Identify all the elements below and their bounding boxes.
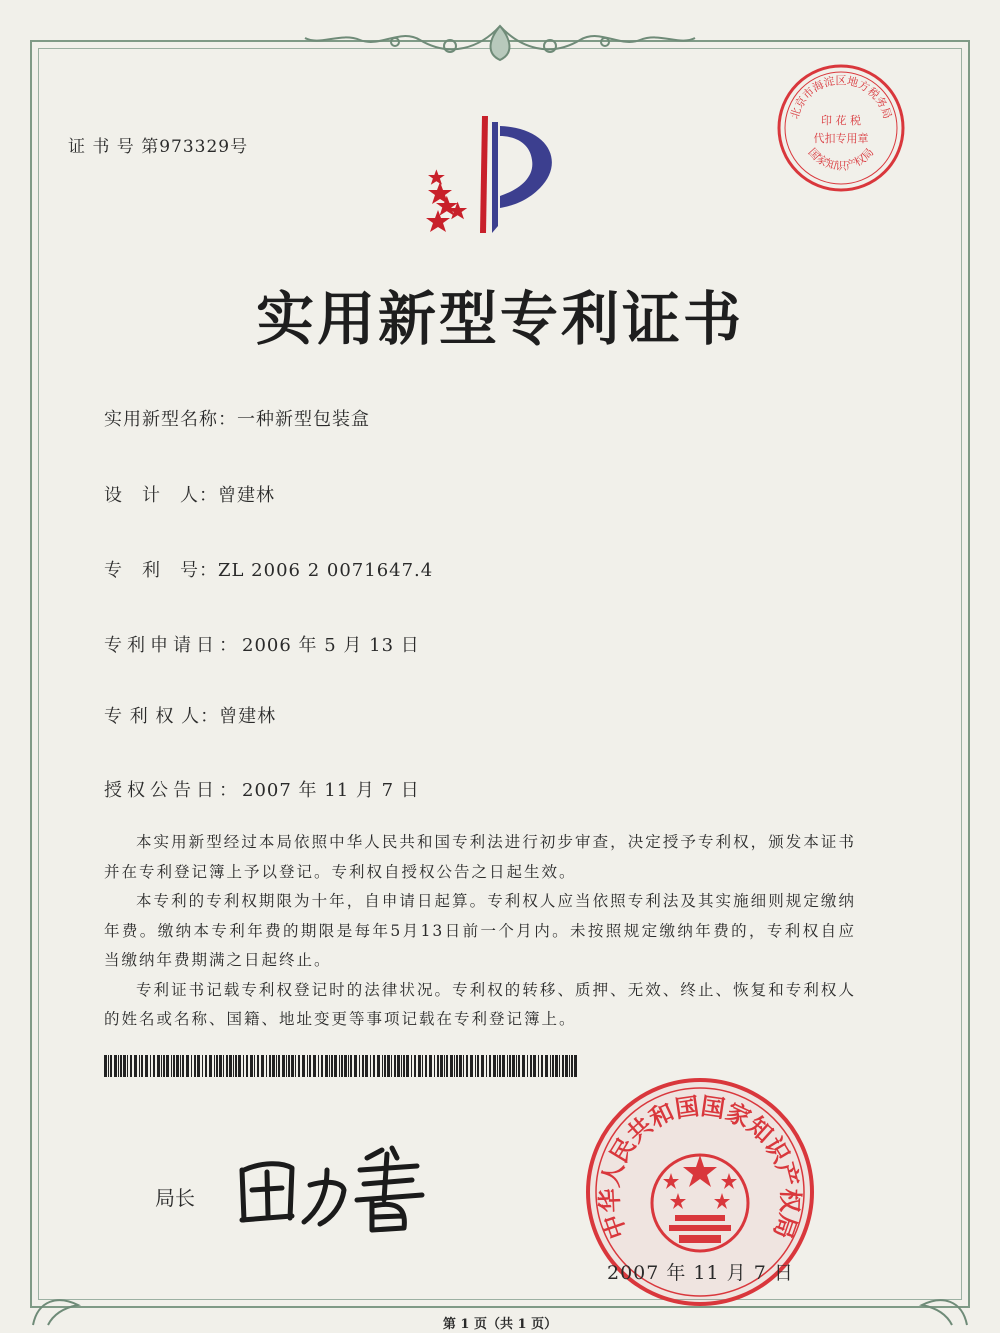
barcode-icon — [104, 1055, 578, 1077]
barcode-bar — [276, 1055, 277, 1077]
field-label: 实用新型名称： — [104, 409, 237, 430]
barcode-bar — [134, 1055, 137, 1077]
barcode-bar — [235, 1055, 237, 1077]
barcode-bar — [104, 1055, 107, 1077]
svg-text:中华人民共和国国家知识产权局: 中华人民共和国国家知识产权局 — [594, 1091, 806, 1243]
barcode-bar — [266, 1055, 267, 1077]
barcode-bar — [533, 1055, 536, 1077]
barcode-bar — [446, 1055, 448, 1077]
barcode-bar — [118, 1055, 119, 1077]
barcode-bar — [313, 1055, 316, 1077]
barcode-bar — [538, 1055, 539, 1077]
field-label: 专 利 权 人： — [104, 706, 220, 727]
barcode-bar — [466, 1055, 468, 1077]
barcode-bar — [254, 1055, 255, 1077]
certificate-number — [68, 132, 248, 157]
barcode-bar — [180, 1055, 181, 1077]
barcode-bar — [291, 1055, 294, 1077]
barcode-bar — [139, 1055, 140, 1077]
top-ornament-icon — [300, 18, 700, 68]
barcode-bar — [191, 1055, 192, 1077]
barcode-bar — [216, 1055, 218, 1077]
barcode-bar — [489, 1055, 491, 1077]
barcode-bar — [456, 1055, 458, 1077]
barcode-bar — [219, 1055, 222, 1077]
field-value: 一种新型包装盒 — [237, 409, 370, 430]
barcode-bar — [209, 1055, 212, 1077]
barcode-bar — [321, 1055, 323, 1077]
field-label: 专 利 号： — [104, 560, 218, 581]
barcode-bar — [173, 1055, 175, 1077]
barcode-bar — [114, 1055, 117, 1077]
barcode-bar — [475, 1055, 476, 1077]
field-patentee — [104, 702, 276, 728]
barcode-bar — [261, 1055, 264, 1077]
field-value: 曾建林 — [218, 485, 275, 506]
barcode-bar — [569, 1055, 570, 1077]
svg-text:国家知识产权局: 国家知识产权局 — [805, 145, 877, 173]
barcode-bar — [481, 1055, 484, 1077]
barcode-bar — [163, 1055, 165, 1077]
barcode-bar — [278, 1055, 280, 1077]
barcode-bar — [214, 1055, 215, 1077]
barcode-bar — [309, 1055, 311, 1077]
barcode-bar — [325, 1055, 328, 1077]
svg-text:印 花 税: 印 花 税 — [821, 114, 861, 127]
barcode-bar — [394, 1055, 396, 1077]
barcode-bar — [348, 1055, 349, 1077]
paragraph: 专利证书记载专利权登记时的法律状况。专利权的转移、质押、无效、终止、恢复和专利权人的姓名或名称、国籍、地址变更等事项记载在专利登记簿上。 — [104, 980, 856, 1028]
barcode-bar — [223, 1055, 224, 1077]
barcode-bar — [243, 1055, 244, 1077]
certificate-number-value: 第973329号 — [141, 137, 249, 157]
barcode-bar — [470, 1055, 473, 1077]
field-announcement-date — [104, 776, 420, 802]
barcode-bar — [282, 1055, 285, 1077]
barcode-bar — [507, 1055, 508, 1077]
barcode-bar — [450, 1055, 453, 1077]
barcode-bar — [522, 1055, 525, 1077]
barcode-bar — [238, 1055, 241, 1077]
barcode-bar — [110, 1055, 112, 1077]
barcode-bar — [559, 1055, 560, 1077]
barcode-bar — [406, 1055, 409, 1077]
barcode-bar — [194, 1055, 196, 1077]
barcode-bar — [493, 1055, 496, 1077]
barcode-bar — [127, 1055, 128, 1077]
barcode-bar — [182, 1055, 184, 1077]
barcode-bar — [370, 1055, 371, 1077]
barcode-bar — [272, 1055, 275, 1077]
barcode-bar — [477, 1055, 479, 1077]
barcode-bar — [331, 1055, 333, 1077]
barcode-bar — [250, 1055, 253, 1077]
body-text — [104, 828, 856, 1035]
barcode-bar — [377, 1055, 380, 1077]
barcode-bar — [454, 1055, 455, 1077]
barcode-bar — [518, 1055, 520, 1077]
barcode-bar — [574, 1055, 577, 1077]
barcode-bar — [527, 1055, 528, 1077]
barcode-bar — [463, 1055, 464, 1077]
barcode-bar — [295, 1055, 296, 1077]
barcode-bar — [123, 1055, 126, 1077]
barcode-bar — [516, 1055, 517, 1077]
barcode-bar — [550, 1055, 551, 1077]
barcode-bar — [341, 1055, 343, 1077]
barcode-bar — [497, 1055, 498, 1077]
barcode-bar — [157, 1055, 160, 1077]
barcode-bar — [512, 1055, 515, 1077]
barcode-bar — [205, 1055, 207, 1077]
barcode-bar — [197, 1055, 200, 1077]
barcode-bar — [145, 1055, 148, 1077]
barcode-bar — [418, 1055, 421, 1077]
field-label: 授权公告日： — [104, 780, 242, 801]
barcode-bar — [530, 1055, 532, 1077]
barcode-bar — [440, 1055, 443, 1077]
barcode-bar — [171, 1055, 172, 1077]
barcode-bar — [120, 1055, 122, 1077]
barcode-bar — [186, 1055, 189, 1077]
barcode-bar — [161, 1055, 162, 1077]
barcode-bar — [459, 1055, 462, 1077]
barcode-bar — [150, 1055, 151, 1077]
barcode-bar — [397, 1055, 400, 1077]
barcode-bar — [382, 1055, 383, 1077]
barcode-bar — [437, 1055, 439, 1077]
barcode-bar — [414, 1055, 416, 1077]
barcode-bar — [318, 1055, 319, 1077]
barcode-bar — [298, 1055, 300, 1077]
barcode-bar — [334, 1055, 337, 1077]
barcode-bar — [286, 1055, 287, 1077]
barcode-bar — [499, 1055, 501, 1077]
barcode-bar — [302, 1055, 305, 1077]
barcode-bar — [176, 1055, 179, 1077]
barcode-bar — [359, 1055, 360, 1077]
barcode-bar — [425, 1055, 427, 1077]
barcode-bar — [411, 1055, 412, 1077]
field-application-date — [104, 631, 420, 657]
barcode-bar — [555, 1055, 558, 1077]
barcode-bar — [429, 1055, 432, 1077]
director-label: 局长 — [155, 1186, 195, 1210]
barcode-bar — [391, 1055, 392, 1077]
barcode-bar — [269, 1055, 271, 1077]
patent-office-logo-icon — [400, 108, 570, 243]
barcode-bar — [509, 1055, 511, 1077]
barcode-bar — [226, 1055, 228, 1077]
field-value: ZL 2006 2 0071647.4 — [218, 560, 434, 581]
barcode-bar — [571, 1055, 573, 1077]
paragraph: 本专利的专利权期限为十年，自申请日起算。专利权人应当依照专利法及其实施细则规定缴纳年费。缴纳本专利年费的期限是每年5月13日前一个月内。未按照规定缴纳年费的，专利权自应当缴纳年费期满之日起终止。 — [104, 892, 856, 969]
barcode-bar — [307, 1055, 308, 1077]
barcode-bar — [229, 1055, 232, 1077]
barcode-bar — [422, 1055, 423, 1077]
barcode-bar — [541, 1055, 543, 1077]
field-value: 2007 年 11 月 7 日 — [242, 780, 420, 801]
barcode-bar — [545, 1055, 548, 1077]
page-title: 实用新型专利证书 — [255, 285, 744, 353]
director-signature — [232, 1140, 432, 1235]
barcode-bar — [350, 1055, 352, 1077]
barcode-bar — [365, 1055, 368, 1077]
issue-date: 2007 年 11 月 7 日 — [607, 1262, 794, 1284]
barcode-bar — [153, 1055, 155, 1077]
barcode-bar — [166, 1055, 169, 1077]
barcode-bar — [141, 1055, 143, 1077]
barcode-bar — [486, 1055, 487, 1077]
field-label: 专利申请日： — [104, 635, 242, 656]
barcode-bar — [362, 1055, 364, 1077]
barcode-bar — [202, 1055, 203, 1077]
barcode-bar — [288, 1055, 290, 1077]
barcode-bar — [403, 1055, 405, 1077]
barcode-bar — [233, 1055, 234, 1077]
barcode-bar — [108, 1055, 109, 1077]
barcode-bar — [401, 1055, 402, 1077]
barcode-bar — [552, 1055, 554, 1077]
barcode-bar — [339, 1055, 340, 1077]
barcode-bar — [384, 1055, 386, 1077]
field-designer — [104, 481, 275, 507]
barcode-bar — [130, 1055, 132, 1077]
barcode-bar — [502, 1055, 505, 1077]
page-number: 第 1 页（共 1 页） — [442, 1317, 558, 1332]
svg-text:北京市海淀区地方税务局: 北京市海淀区地方税务局 — [787, 74, 895, 121]
barcode-bar — [444, 1055, 445, 1077]
field-patent-number — [104, 556, 433, 582]
tax-stamp-icon — [775, 62, 907, 194]
certificate-number-label: 证 书 号 — [68, 137, 135, 157]
barcode-bar — [565, 1055, 568, 1077]
barcode-bar — [344, 1055, 347, 1077]
field-value: 2006 年 5 月 13 日 — [242, 635, 420, 656]
field-label: 设 计 人： — [104, 485, 218, 506]
barcode-bar — [387, 1055, 390, 1077]
paragraph: 本实用新型经过本局依照中华人民共和国专利法进行初步审查，决定授予专利权，颁发本证书并在专利登记簿上予以登记。专利权自授权公告之日起生效。 — [104, 833, 856, 881]
barcode-bar — [562, 1055, 564, 1077]
barcode-bar — [354, 1055, 357, 1077]
barcode-bar — [329, 1055, 330, 1077]
field-utility-name — [104, 405, 370, 431]
barcode-bar — [257, 1055, 259, 1077]
barcode-bar — [246, 1055, 248, 1077]
barcode-bar — [373, 1055, 375, 1077]
svg-text:代扣专用章: 代扣专用章 — [813, 132, 869, 145]
barcode-bar — [434, 1055, 435, 1077]
field-value: 曾建林 — [219, 706, 277, 727]
